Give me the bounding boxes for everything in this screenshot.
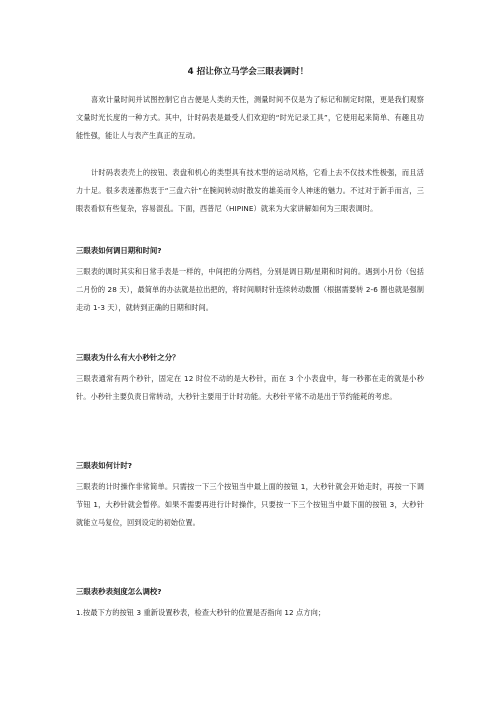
- section-body-timing: 三眼表的计时操作非常简单。只需按一下三个按钮当中最上面的按钮 1，大秒针就会开始走时，再按一下调节钮 1，大秒针就会暂停。如果不需要再进行计时操作，只要按一下三个按钮当中最下面的按钮 3，大秒针就能立马复位，回到设定的初始位置。: [76, 482, 424, 528]
- section-heading-calibration: 三眼表秒表刻度怎么调校?: [76, 587, 162, 596]
- document-title: 4 招让你立马学会三眼表调时！: [187, 67, 309, 77]
- intro-paragraph-2: 计时码表表壳上的按钮、表盘和机心的类型具有技术型的运动风格，它看上去不仅技术性极强，而且活力十足。很多表迷都热衷于“三盘六针”在腕间转动时散发的雄美而令人神迷的魅力。不过对于新手而言，三眼表看似有些复杂，容易混乱。下面，西普尼（HIPINE）就来为大家讲解如何为三眼表调时。: [76, 168, 424, 214]
- section-heading-date-time: 三眼表如何调日期和时间?: [76, 246, 162, 255]
- intro-paragraph-1: 喜欢计量时间并试图控制它自古便是人类的天性，测量时间不仅是为了标记和制定时限，更是我们观察文量时光长度的一种方式。其中，计时码表是最受人们欢迎的“时光记录工具”，它使用起来简单、有趣且功能性强，能让人与表产生真正的互动。: [76, 95, 424, 141]
- section-body-date-time: 三眼表的调时其实和日常手表是一样的，中间把的分两档，分别是调日期/星期和时间的。遇到小月份（包括二月份的 28 天），最简单的办法就是拉出把的，将时间顺时针连续转动数圈（根据需要转 2-6 圈也就是强制走动 1-3 天），就转到正确的日期和时间。: [76, 267, 424, 313]
- section-body-calibration: 1.按最下方的按钮 3 重新设置秒表，检查大秒针的位置是否指向 12 点方向；: [76, 608, 326, 617]
- section-heading-timing: 三眼表如何计时?: [76, 461, 133, 470]
- section-body-second-hands: 三眼表通常有两个秒针，固定在 12 时位不动的是大秒针，而在 3 个小表盘中，每一秒都在走的就是小秒针。小秒针主要负责日常转动，大秒针主要用于计时功能。大秒针平常不动是出于节约能耗的考虑。: [76, 374, 424, 402]
- section-heading-second-hands: 三眼表为什么有大小秒针之分？: [76, 353, 180, 362]
